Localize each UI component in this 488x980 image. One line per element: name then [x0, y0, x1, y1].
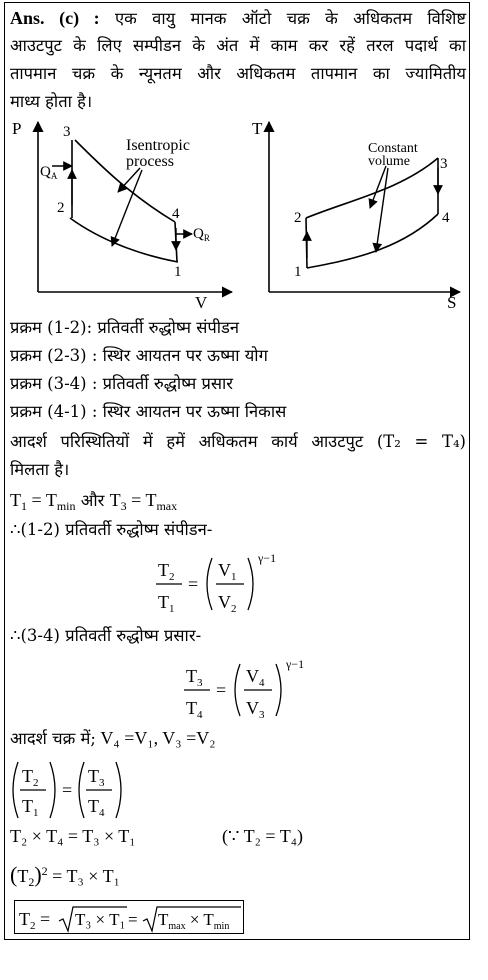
ts-annotation-1: Constant — [368, 141, 418, 156]
final-result — [15, 901, 245, 935]
step1-label: ∴(1-2) प्रतिवर्ती रुद्धोष्म संपीडन- — [10, 520, 213, 539]
answer-line-3: तापमान चक्र के न्यूनतम और अधिकतम तापमान का ज्यामितीय — [10, 64, 466, 83]
equation-ratio-equal — [8, 758, 138, 822]
ts-t-label: T — [252, 119, 263, 138]
ts-annotation-2: volume — [368, 154, 410, 169]
equation-squared: $(T_2)^2 = T_3 \times T_1$ — [10, 862, 120, 889]
svg-text:T2: $T_2$ — [22, 766, 39, 789]
pv-v-label: V — [195, 293, 208, 312]
svg-text:Tmax × Tmin: $T_{max} \times T_{min}$ — [158, 910, 230, 932]
step2-label: ∴(3-4) प्रतिवर्ती रुद्धोष्म प्रसार- — [10, 626, 202, 645]
ts-point-3: 3 — [440, 156, 448, 172]
svg-text:T2 =: $T_2$ = — [19, 909, 51, 932]
svg-text:V3: $V_3$ — [246, 698, 265, 721]
svg-text:T1: $T_1$ — [158, 592, 175, 615]
pv-curve-1-2 — [70, 218, 178, 262]
process-3: प्रक्रम (3-4) : प्रतिवर्ती रुद्धोष्म प्रसार — [10, 374, 234, 393]
svg-text:T3: $T_3$ — [186, 666, 203, 689]
pv-point-4: 4 — [172, 206, 180, 222]
svg-text:T3: $T_3$ — [88, 766, 105, 789]
equation-product: T₂ × T₄ = T₃ × T₁ — [10, 826, 136, 846]
pv-point-1: 1 — [174, 264, 182, 280]
svg-text:=: = — [128, 910, 138, 929]
svg-text:T1: $T_1$ — [22, 796, 39, 819]
ts-s-label: S — [447, 293, 457, 312]
ideal-cycle-line: आदर्श चक्र में; V₄ =V₁, V₃ =V₂ — [10, 728, 216, 748]
svg-text:V4: $V_4$ — [246, 666, 265, 689]
answer-text-1: एक वायु मानक ऑटो चक्र के अधिकतम विशिष्ट — [115, 9, 466, 28]
equation-expansion — [178, 654, 318, 726]
svg-text:=: = — [216, 680, 227, 700]
answer-line-4: माध्य होता है। — [10, 92, 93, 111]
pv-annotation-1: Isentropic — [126, 137, 190, 154]
ts-curve-4-1 — [307, 214, 438, 268]
answer-label: Ans. (c) : — [10, 8, 100, 28]
ideal-condition-line-1: आदर्श परिस्थितियों में हमें अधिकतम कार्य आउटपुट (T₂ = T₄) — [10, 432, 466, 451]
ts-diagram — [240, 110, 470, 315]
ts-cv-pointer-2 — [376, 168, 388, 252]
ts-point-2: 2 — [294, 210, 302, 226]
answer-line-2: आउटपुट के लिए सम्पीडन के अंत में काम कर रहें तरल पदार्थ का — [10, 36, 466, 55]
svg-text:γ−1: γ−1 — [258, 551, 277, 565]
pv-point-2: 2 — [57, 200, 65, 216]
svg-text:V1: $V_1$ — [218, 560, 237, 583]
pv-diagram — [0, 110, 240, 315]
process-2: प्रक्रम (2-3) : स्थिर आयतन पर ऊष्मा योग — [10, 346, 268, 365]
svg-text:=: = — [188, 574, 199, 594]
answer-line-1 — [10, 8, 466, 30]
tmin-tmax-relation: $T_1 = T_{min}$ और $T_3 = T_{max}$ — [10, 490, 178, 513]
final-result-box — [14, 900, 244, 934]
svg-text:T2: $T_2$ — [158, 560, 175, 583]
ideal-condition-line-2: मिलता है। — [10, 460, 70, 479]
process-1: प्रक्रम (1-2): प्रतिवर्ती रुद्धोष्म संपीडन — [10, 318, 240, 337]
ts-point-4: 4 — [442, 210, 450, 226]
svg-text:T4: $T_4$ — [88, 796, 105, 819]
pv-point-3: 3 — [63, 124, 71, 140]
svg-text:T₃ × T₁: T₃ × T₁ — [75, 910, 126, 929]
pv-qa-label: $Q_A$ — [40, 164, 58, 181]
pv-p-label: P — [12, 119, 22, 138]
pv-qr-label: $Q_R$ — [193, 226, 210, 243]
equation-condition: (∵ T₂ = T₄) — [222, 826, 303, 846]
ts-point-1: 1 — [294, 264, 302, 280]
process-4: प्रक्रम (4-1) : स्थिर आयतन पर ऊष्मा निकास — [10, 402, 287, 421]
svg-text:T4: $T_4$ — [186, 698, 203, 721]
pv-isentropic-pointer-1 — [118, 168, 140, 192]
svg-text:V2: $V_2$ — [218, 592, 237, 615]
pv-annotation-2: process — [126, 153, 174, 170]
equation-compression — [150, 548, 290, 620]
svg-text:=: = — [62, 780, 73, 800]
svg-text:γ−1: γ−1 — [286, 657, 305, 671]
